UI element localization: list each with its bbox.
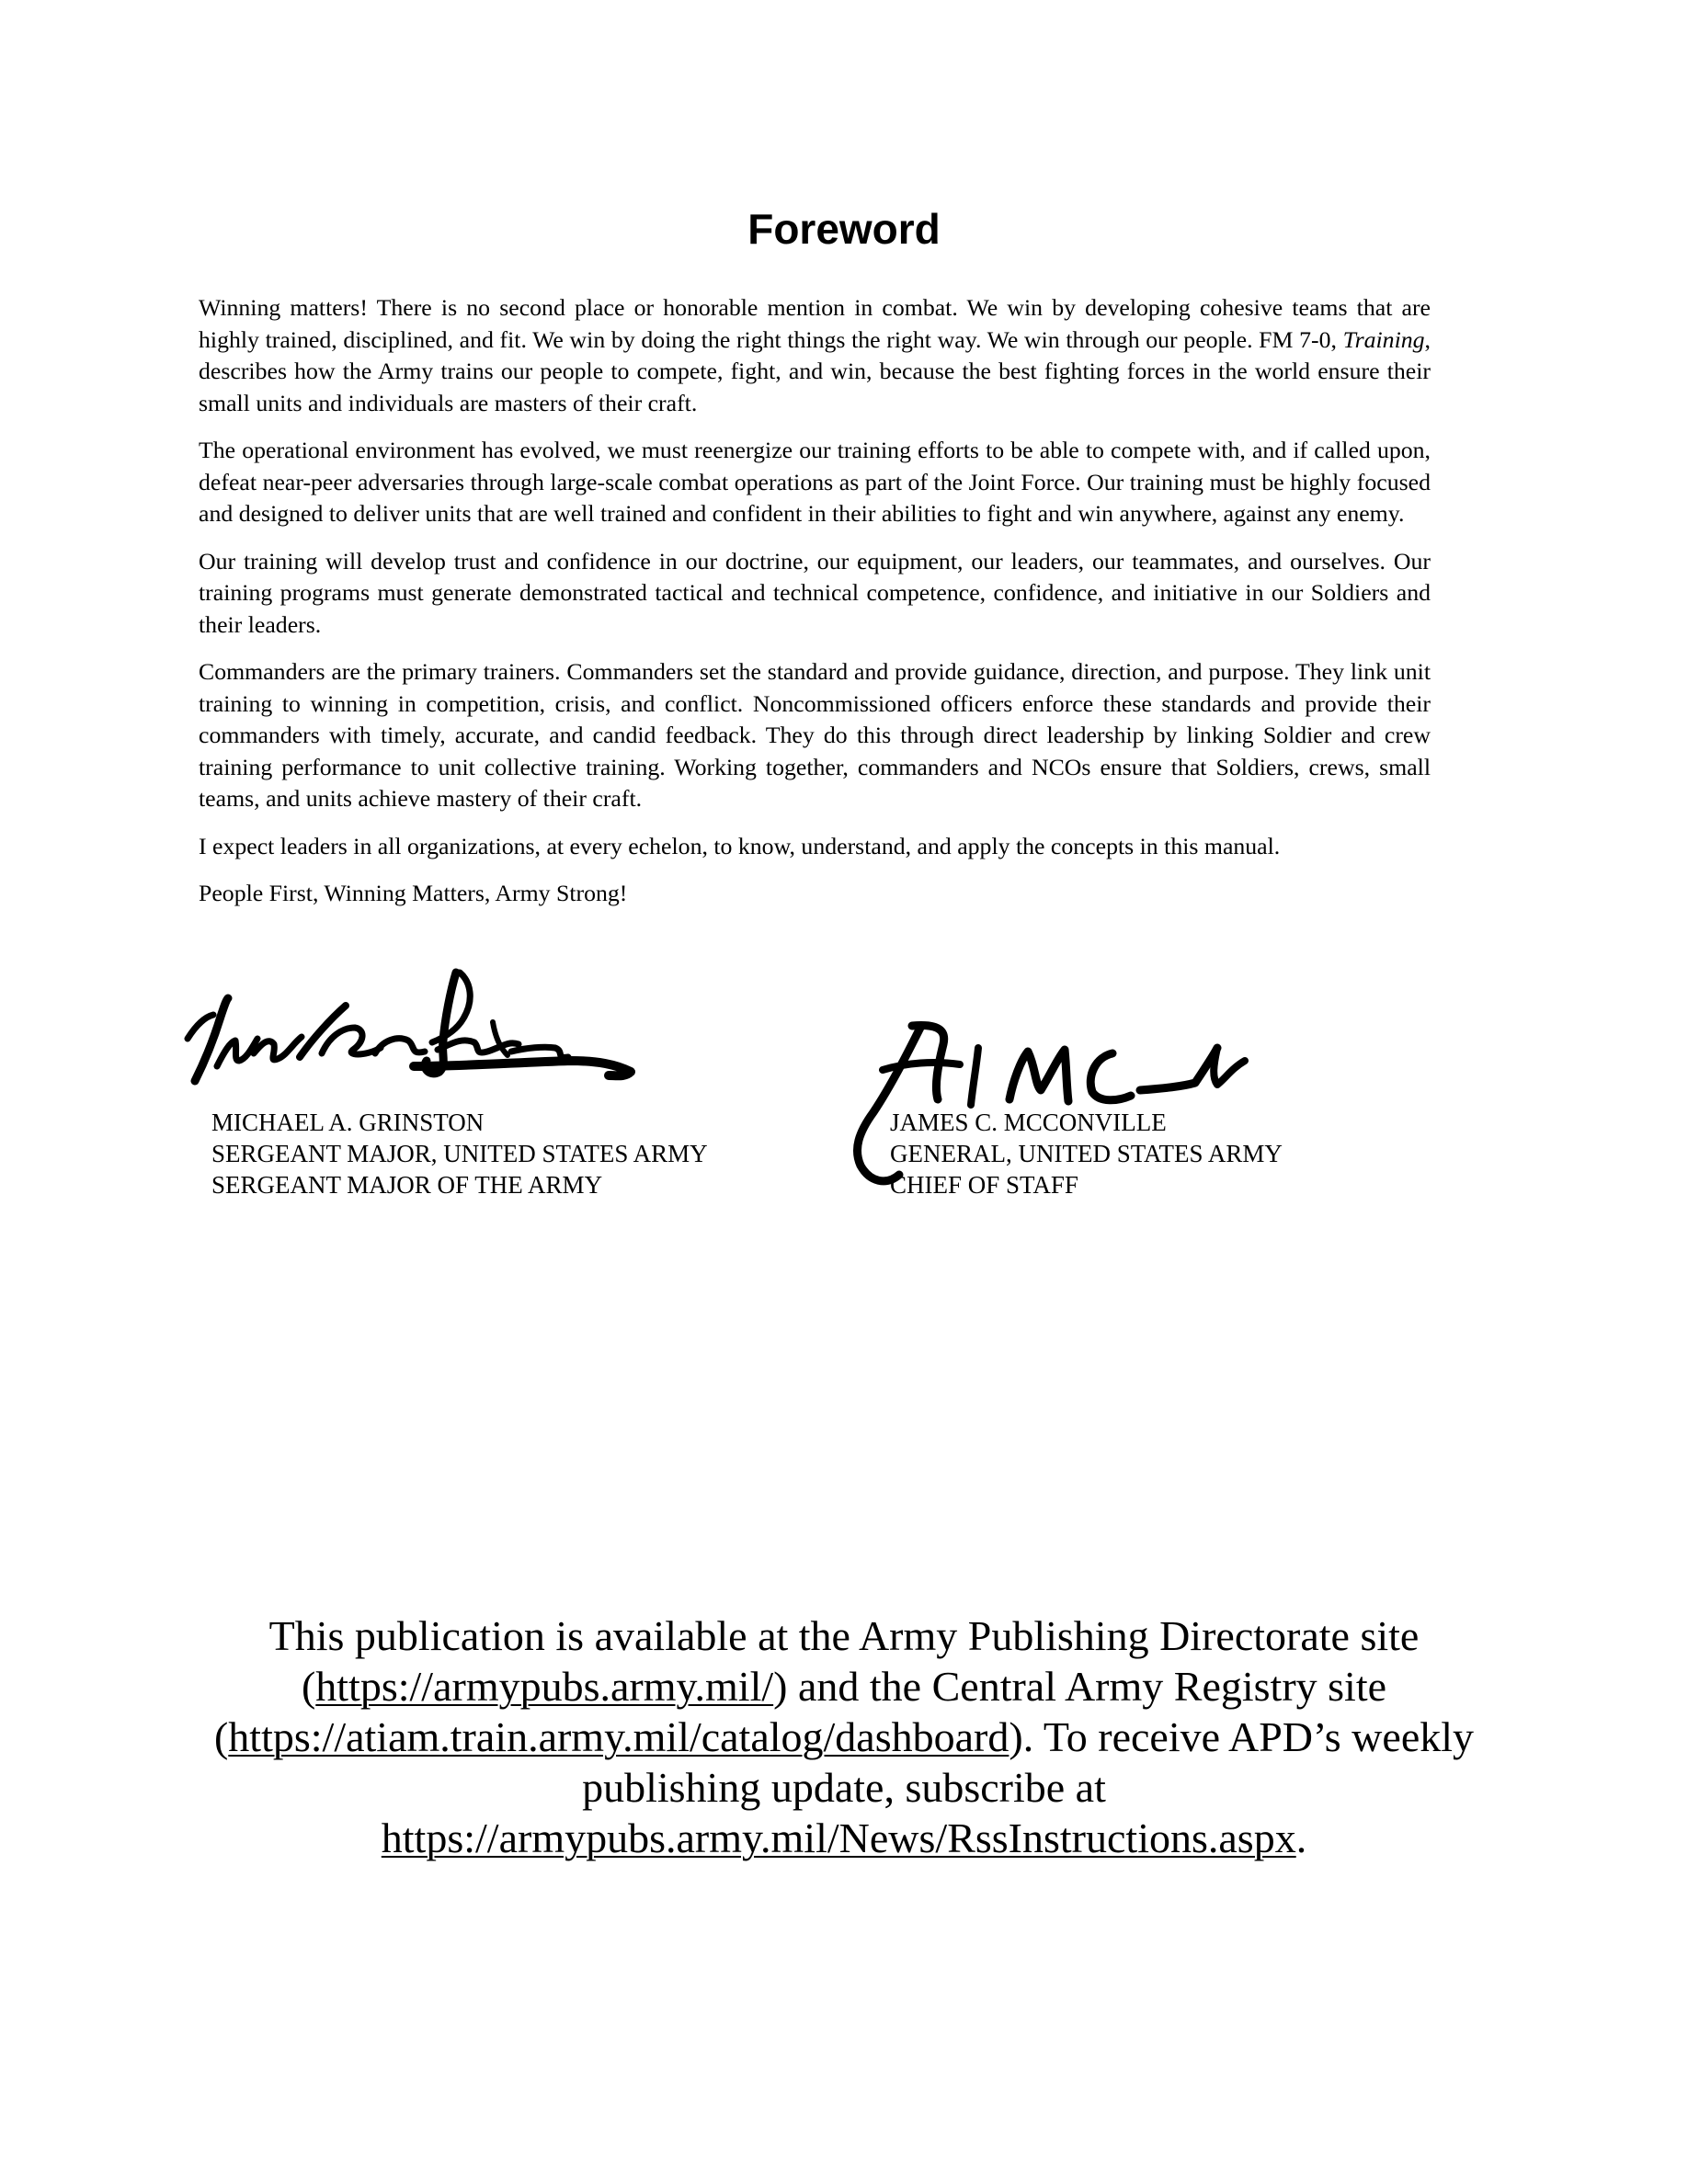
armypubs-link[interactable]: https://armypubs.army.mil/ (315, 1663, 774, 1710)
grinston-signature (184, 963, 680, 1101)
paragraph-1-italic-title: Training (1342, 325, 1425, 353)
availability-text-2: ) and the Central Army Registry site ( (213, 1663, 1387, 1760)
availability-notice (165, 1610, 1523, 1863)
paragraph-3: Our training will develop trust and confidence in our doctrine, our equipment, our leaders, our teammates, and ourselves. Our training programs must generate demonstrated tactical and technical competence, confidence, and initiative in our Soldiers and their leaders. (199, 547, 1431, 638)
availability-text-3: ). To receive APD’s weekly publishing update, subscribe at (582, 1713, 1475, 1811)
availability-text-1: This publication is available at the Army Publishing Directorate site ( (268, 1612, 1420, 1710)
paragraph-5: I expect leaders in all organizations, at every echelon, to know, understand, and apply the concepts in this manual. (199, 832, 1281, 859)
mcconville-title: GENERAL, UNITED STATES ARMY (890, 1140, 1283, 1167)
central-army-registry-link[interactable]: https://atiam.train.army.mil/catalog/dashboard (228, 1713, 1009, 1760)
rss-instructions-link[interactable]: https://armypubs.army.mil/News/RssInstructions.aspx (381, 1814, 1296, 1861)
grinston-position: SERGEANT MAJOR OF THE ARMY (211, 1171, 603, 1199)
paragraph-1 (199, 292, 1431, 419)
paragraph-6: People First, Winning Matters, Army Strong! (199, 880, 628, 906)
paragraph-1-end: , describes how the Army trains our people to compete, fight, and win, because the best fighting forces in the world ensure their small units and individuals are masters of their craft. (199, 325, 1431, 416)
mcconville-signature (846, 1011, 1287, 1195)
page-title: Foreword (747, 205, 941, 253)
paragraph-2: The operational environment has evolved, we must reenergize our training efforts to be able to compete with, and if called upon, defeat near-peer adversaries through large-scale combat operations as part of the Joint Force. Our training must be highly focused and designed to deliver units that are well trained and confident in their abilities to fight and win anywhere, against any enemy. (199, 437, 1431, 527)
foreword-body (199, 292, 1431, 926)
grinston-name: MICHAEL A. GRINSTON (211, 1109, 485, 1136)
grinston-title: SERGEANT MAJOR, UNITED STATES ARMY (211, 1140, 708, 1167)
grinston-signature-block (211, 1107, 708, 1200)
paragraph-1-start: Winning matters! There is no second place or honorable mention in combat. We win by developing cohesive teams that are highly trained, disciplined, and fit. We win by doing the right things the right way. We win through our people. FM 7-0, (199, 294, 1431, 353)
mcconville-name: JAMES C. MCCONVILLE (890, 1109, 1167, 1136)
mcconville-position: CHIEF OF STAFF (890, 1171, 1078, 1199)
paragraph-4: Commanders are the primary trainers. Commanders set the standard and provide guidance, direction, and purpose. They link unit training to winning in competition, crisis, and conflict. Noncommissioned officers enforce these standards and provide their commanders with timely, accurate, and candid feedback. They do this through direct leadership by linking Soldier and crew training performance to unit collective training. Working together, commanders and NCOs ensure that Soldiers, crews, small teams, and units achieve mastery of their craft. (199, 658, 1431, 812)
availability-text-4: . (1295, 1814, 1307, 1861)
